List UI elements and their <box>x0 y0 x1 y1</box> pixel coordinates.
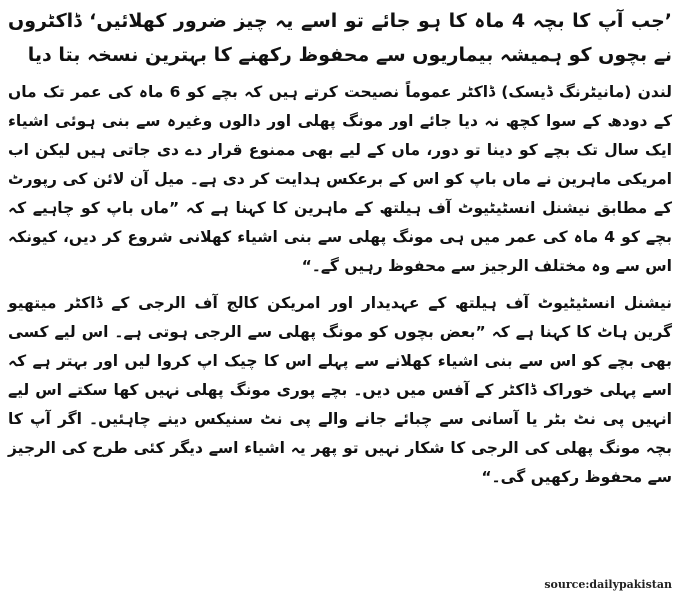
source-credit: source:dailypakistan <box>544 578 672 591</box>
article-paragraph-1: لندن (مانیٹرنگ ڈیسک) ڈاکٹر عموماً نصیحت کرتے ہیں کہ بچے کو 6 ماہ کی عمر تک ماں کے دودھ کے سوا کچھ نہ دیا جائے اور مونگ پھلی اور دالوں وغیرہ سے بنی ہوئی اشیاء ایک سال تک بچے کو دینا تو دور، ماں کے لیے بھی ممنوع قرار دے دی جاتی ہیں لیکن اب امریکی ماہرین نے ماں باپ کو اس کے برعکس ہدایت کر دی ہے۔ میل آن لائن کی رپورٹ کے مطابق نیشنل انسٹیٹیوٹ آف ہیلتھ کے ماہرین کا کہنا ہے کہ ”ماں باپ کو چاہیے کہ بچے کو 4 ماہ کی عمر میں ہی مونگ پھلی سے بنی اشیاء کھلانی شروع کر دیں، کیونکہ اس سے وہ مختلف الرجیز سے محفوظ رہیں گے۔“ <box>8 83 673 275</box>
article <box>8 4 672 500</box>
article-paragraph-2: نیشنل انسٹیٹیوٹ آف ہیلتھ کے عہدیدار اور امریکن کالج آف الرجی کے ڈاکٹر میتھیو گرین ہاٹ کا کہنا ہے کہ ”بعض بچوں کو مونگ پھلی سے الرجی ہوتی ہے۔ اس لیے کسی بھی بچے کو اس سے بنی اشیاء کھلانے سے پہلے اس کا چیک اپ کروا لیں اور بہتر ہے کہ اسے پہلی خوراک ڈاکٹر کے آفس میں دیں۔ بچے پوری مونگ پھلی نہیں کھا سکتے اس لیے انہیں پی نٹ بٹر یا آسانی سے چبائے جانے والے پی نٹ سنیکس دینے چاہئیں۔ اگر آپ کا بچہ مونگ پھلی کی الرجی کا شکار نہیں تو پھر یہ اشیاء اسے دیگر کئی طرح کی الرجیز سے محفوظ رکھیں گی۔“ <box>8 294 672 486</box>
article-headline: ’جب آپ کا بچہ 4 ماہ کا ہو جائے تو اسے یہ چیز ضرور کھلائیں‘ ڈاکٹروں نے بچوں کو ہمیشہ بیماریوں سے محفوظ رکھنے کا بہترین نسخہ بتا دیا <box>8 10 673 66</box>
